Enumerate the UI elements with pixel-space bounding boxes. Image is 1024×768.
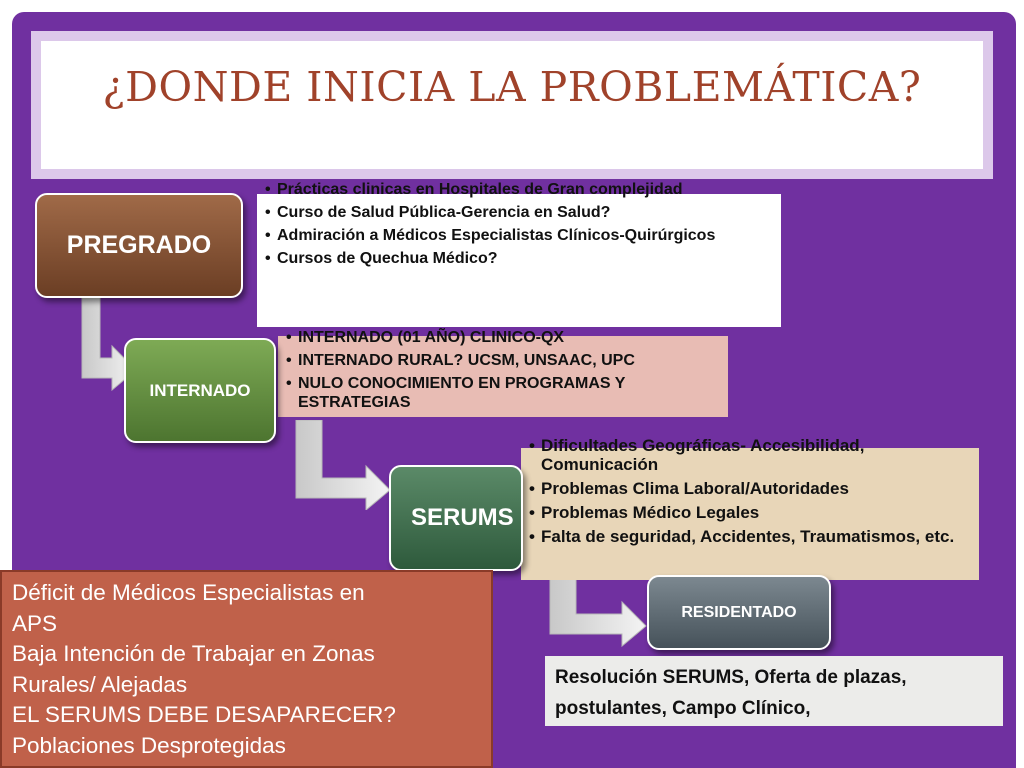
deficit-line: Poblaciones Desprotegidas	[12, 732, 286, 758]
serums-item: • Problemas Clima Laboral/Autoridades	[527, 479, 973, 498]
serums-item: • Dificultades Geográficas- Accesibilidad, Comunicación	[527, 436, 973, 474]
pregrado-item: • Admiración a Médicos Especialistas Clínicos-Quirúrgicos	[263, 226, 775, 245]
pregrado-item: • Cursos de Quechua Médico?	[263, 249, 775, 268]
pregrado-details	[257, 181, 781, 327]
deficit-line: APS	[12, 610, 58, 636]
deficit-line: Baja Intención de Trabajar en Zonas	[12, 641, 375, 666]
stage-serums	[389, 465, 523, 571]
arrow-internado-to-serums	[288, 420, 393, 510]
stage-serums-label: SERUMS	[411, 504, 514, 531]
deficit-line: EL SERUMS DEBE DESAPARECER?	[12, 702, 396, 727]
deficit-box	[0, 570, 493, 768]
stage-internado	[124, 338, 276, 443]
internado-item: • INTERNADO (01 AÑO) CLINICO-QX	[284, 328, 722, 347]
stage-internado-label: INTERNADO	[149, 380, 251, 400]
stage-pregrado	[35, 193, 243, 298]
slide-title: ¿DONDE INICIA LA PROBLEMÁTICA?	[102, 63, 922, 111]
residentado-details	[545, 656, 1003, 726]
serums-item: • Problemas Médico Legales	[527, 503, 973, 522]
internado-details	[278, 329, 728, 417]
pregrado-item: • Prácticas clinicas en Hospitales de Gran complejidad	[263, 180, 775, 199]
deficit-line: Rurales/ Alejadas	[12, 671, 188, 697]
serums-item: • Falta de seguridad, Accidentes, Traumatismos, etc.	[527, 527, 973, 546]
title-frame	[31, 31, 993, 179]
title-box	[41, 41, 983, 169]
stage-pregrado-label: PREGRADO	[66, 231, 212, 259]
serums-details	[521, 436, 979, 580]
internado-item: • NULO CONOCIMIENTO EN PROGRAMAS Y ESTRATEGIAS	[284, 374, 722, 412]
pregrado-item: • Curso de Salud Pública-Gerencia en Salud?	[263, 203, 775, 222]
internado-item: • INTERNADO RURAL? UCSM, UNSAAC, UPC	[284, 351, 722, 370]
stage-residentado-label: RESIDENTADO	[681, 603, 797, 621]
deficit-line: Déficit de Médicos Especialistas en	[12, 580, 365, 605]
arrow-serums-to-residentado	[546, 578, 651, 648]
residentado-text: Resolución SERUMS, Oferta de plazas, postulantes, Campo Clínico,	[555, 667, 907, 719]
stage-residentado	[647, 575, 831, 650]
